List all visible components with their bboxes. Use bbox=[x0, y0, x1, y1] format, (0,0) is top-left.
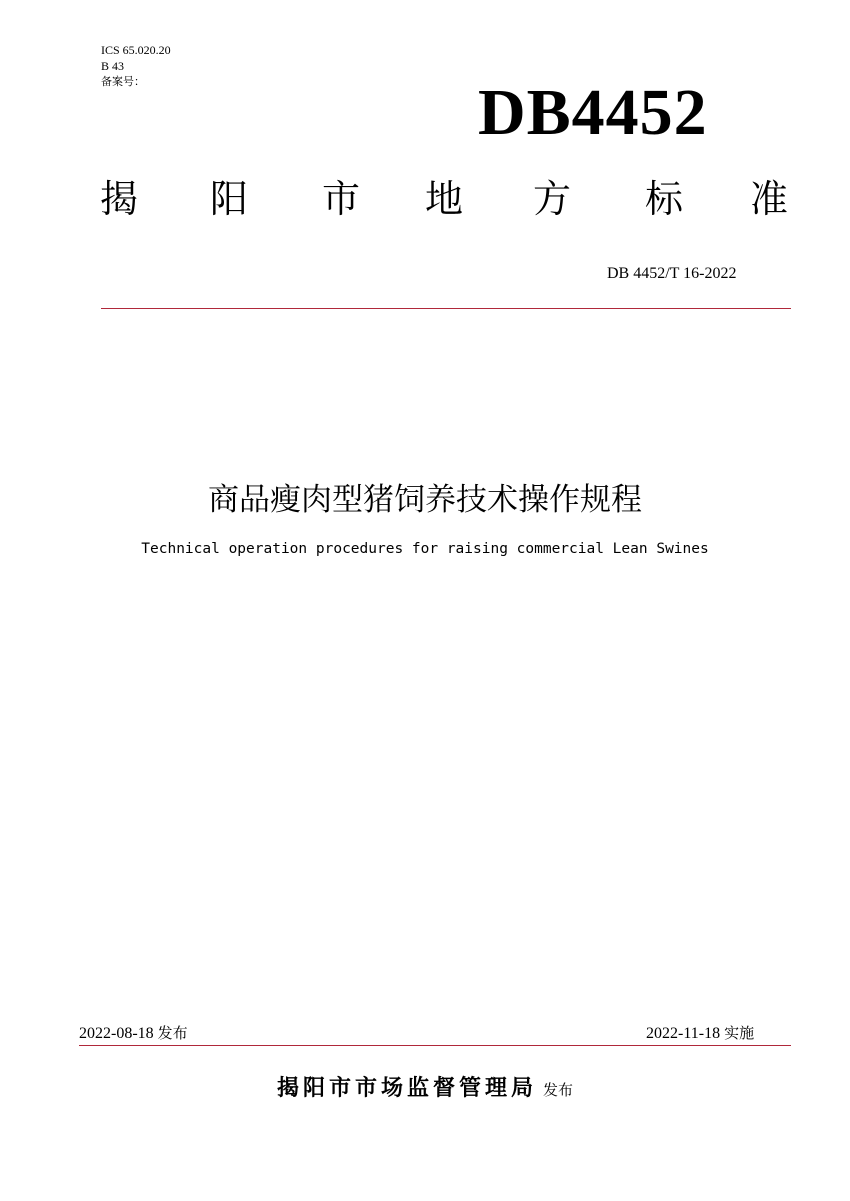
publisher-suffix: 发布 bbox=[543, 1081, 574, 1099]
publisher bbox=[0, 1071, 850, 1102]
release-date-value: 2022-08-18 bbox=[79, 1025, 154, 1042]
release-date-label: 发布 bbox=[157, 1024, 188, 1042]
release-date bbox=[79, 1022, 188, 1043]
header-divider bbox=[101, 308, 791, 309]
ccs-code: B 43 bbox=[101, 59, 125, 73]
implement-date-value: 2022-11-18 bbox=[646, 1025, 721, 1042]
implement-date bbox=[646, 1022, 754, 1043]
standard-type-char: 方 bbox=[533, 177, 572, 221]
standard-type-char: 揭 bbox=[100, 177, 139, 221]
title-english: Technical operation procedures for raising commercial Lean Swines bbox=[141, 541, 709, 557]
standard-number: DB 4452/T 16-2022 bbox=[607, 265, 737, 282]
standard-type-char: 标 bbox=[645, 177, 684, 221]
record-number-label: 备案号： bbox=[101, 75, 145, 88]
title-chinese: 商品瘦肉型猪饲养技术操作规程 bbox=[208, 482, 642, 518]
ics-code: ICS 65.020.20 bbox=[101, 43, 171, 57]
db-code: DB4452 bbox=[478, 76, 708, 149]
standard-type bbox=[100, 168, 790, 221]
footer-divider bbox=[79, 1045, 791, 1046]
standard-type-char: 地 bbox=[425, 177, 464, 221]
standard-type-char: 市 bbox=[322, 177, 361, 221]
publisher-name: 揭阳市市场监督管理局 bbox=[276, 1076, 537, 1101]
standard-type-char: 阳 bbox=[210, 177, 249, 221]
implement-date-label: 实施 bbox=[724, 1024, 755, 1042]
standard-type-char: 准 bbox=[750, 177, 789, 221]
